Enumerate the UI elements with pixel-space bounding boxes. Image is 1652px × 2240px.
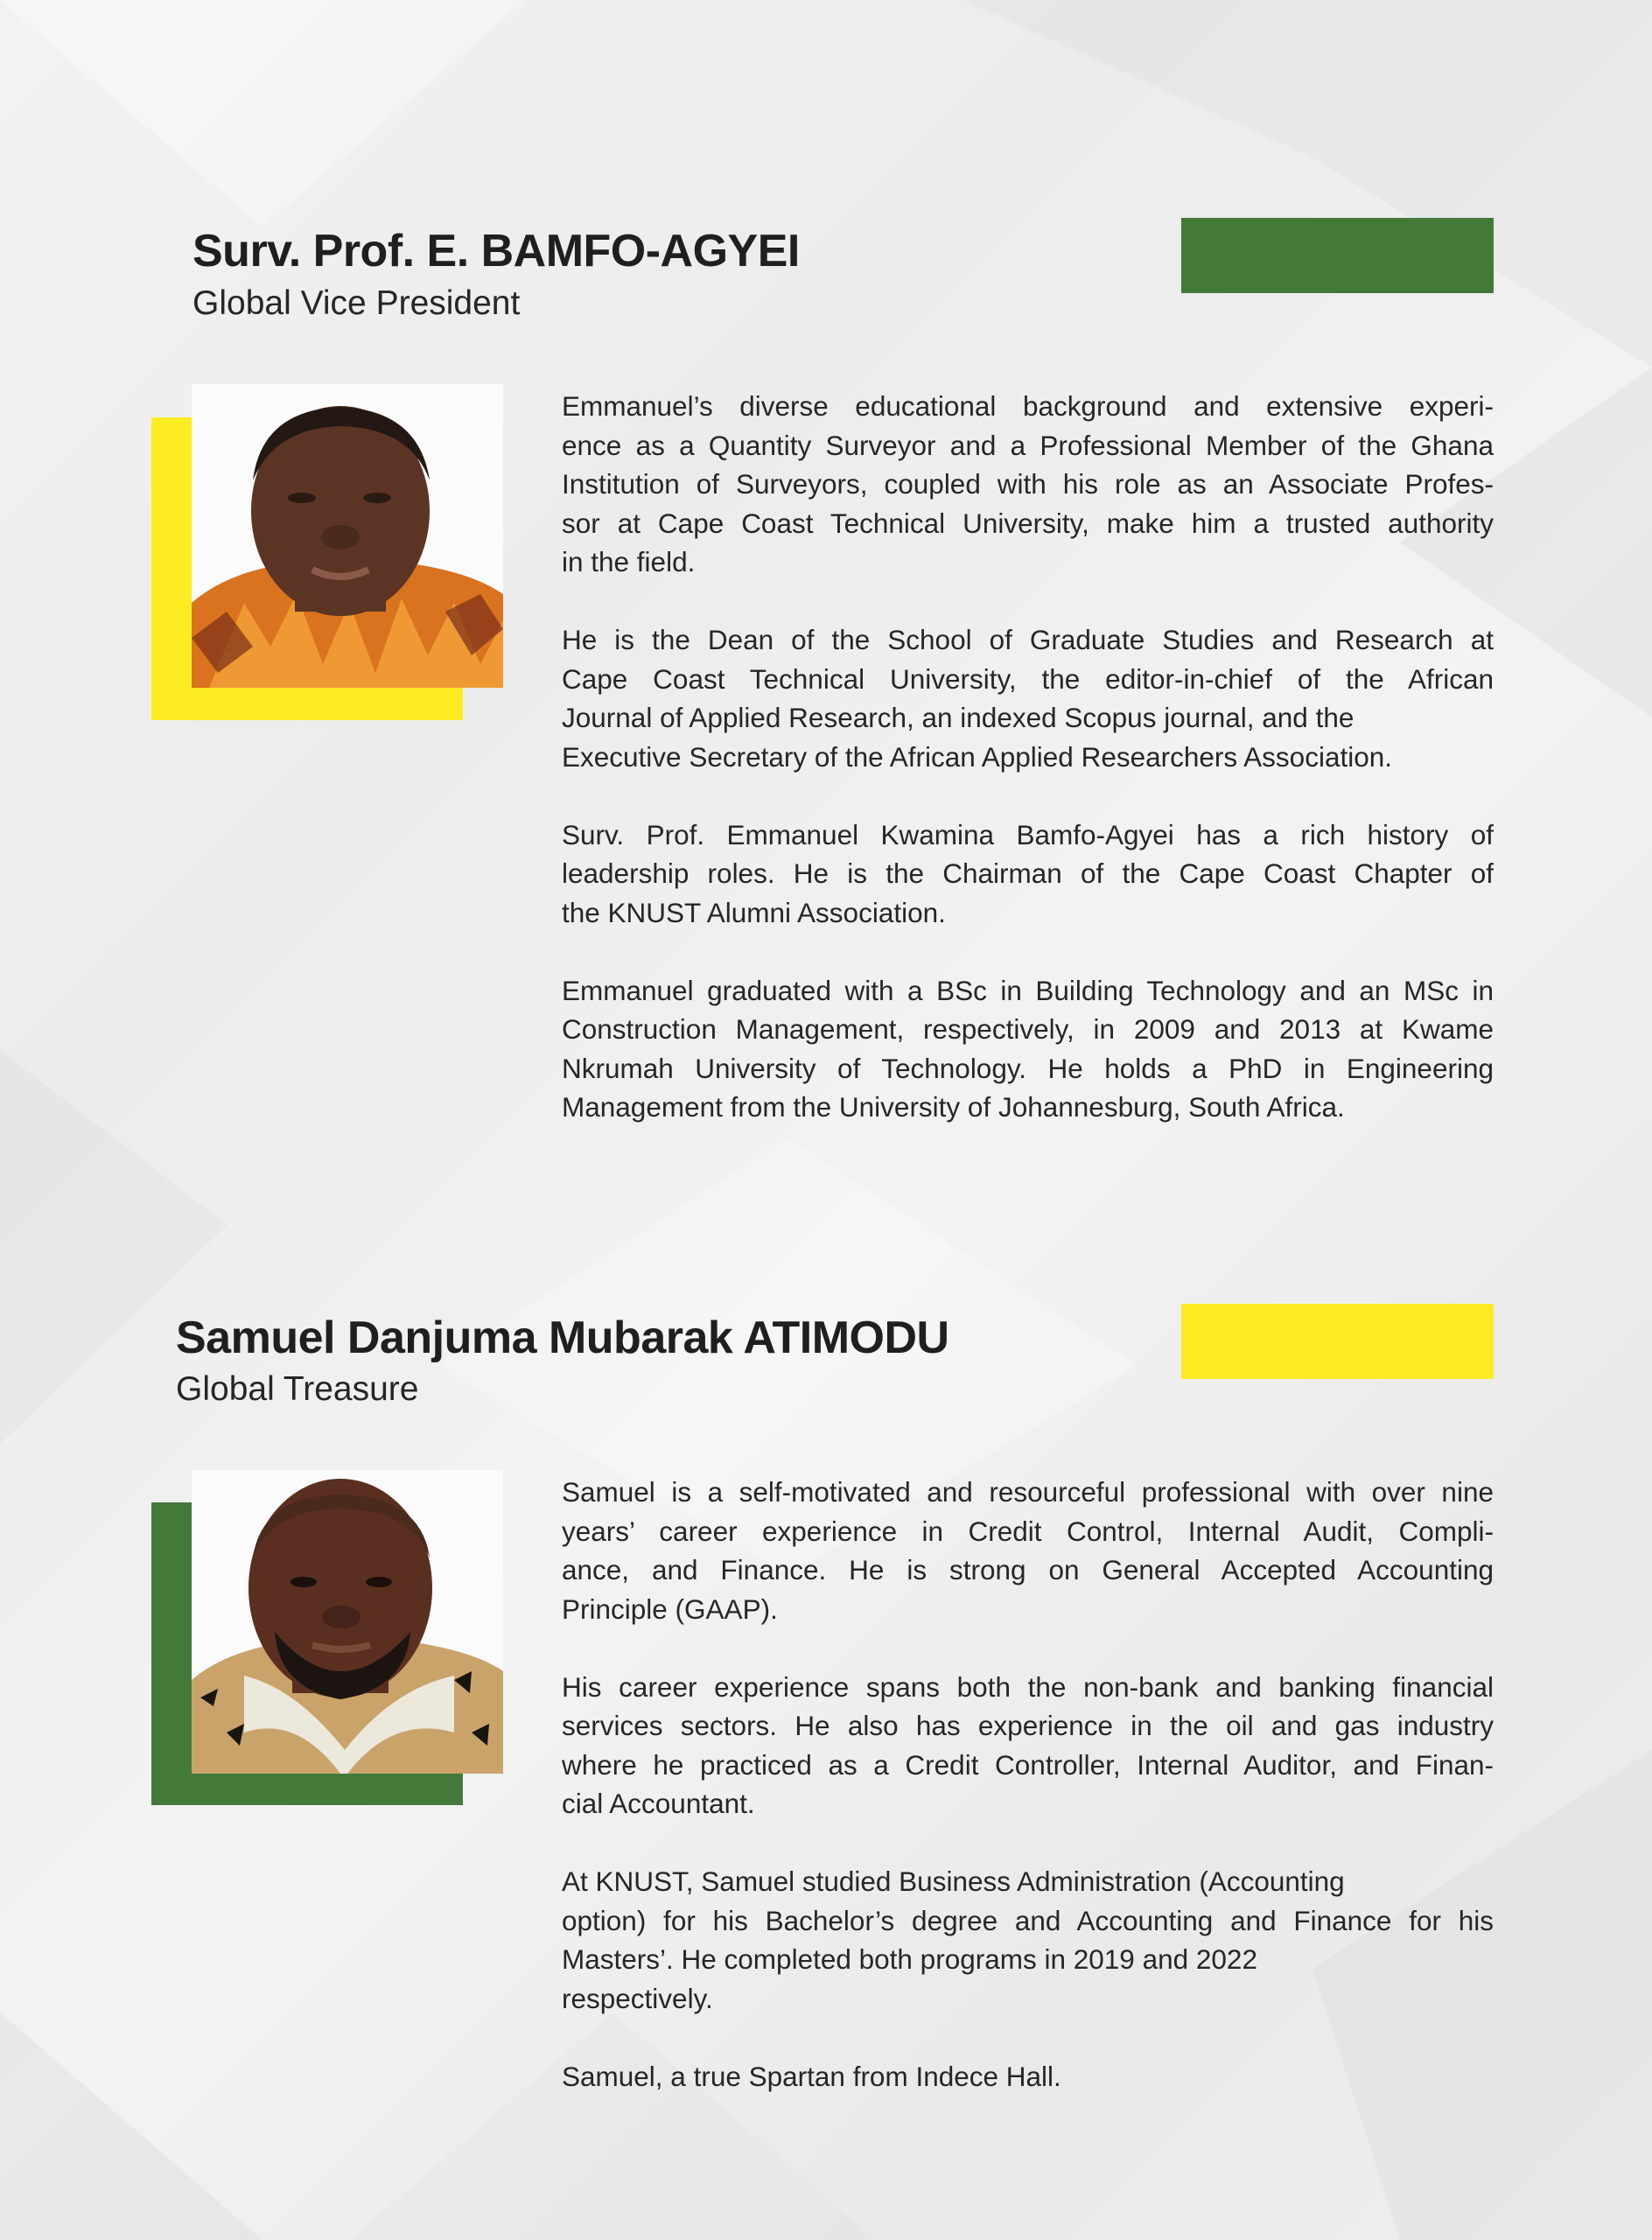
bio-line: respectively. (562, 1982, 713, 2014)
bio-line: Samuel, a true Spartan from Indece Hall. (562, 2060, 1061, 2092)
yellow-accent-bar (1181, 1304, 1494, 1379)
profile-role: Global Vice President (192, 284, 521, 322)
bio-line: He is the Dean of the School of Graduate Studies and Research at (562, 624, 1494, 655)
bio-line: Principle (GAAP). (562, 1592, 778, 1625)
green-accent-bar (1181, 218, 1494, 293)
bio-paragraph (562, 2057, 1494, 2096)
bio-line: option) for his Bachelor’s degree and Accounting and Finance for his (562, 1904, 1494, 1936)
bio-line: His career experience spans both the non-bank and banking financial (562, 1670, 1494, 1703)
bio-line: cial Accountant. (562, 1788, 755, 1819)
profile-photo (192, 1470, 503, 1774)
profile-bio (562, 387, 1494, 1166)
bio-paragraph (562, 816, 1494, 933)
profile-name: Surv. Prof. E. BAMFO-AGYEI (192, 226, 800, 276)
bio-line: Management from the University of Johannesburg, South Africa. (562, 1091, 1345, 1123)
bio-line: Emmanuel’s diverse educational background and extensive experi- (562, 390, 1494, 422)
bio-line: Masters’. He completed both programs in 2019 and 2022 (562, 1943, 1257, 1975)
portrait-image (192, 384, 503, 688)
bio-line: Construction Management, respectively, in 2009 and 2013 at Kwame (562, 1013, 1494, 1045)
bio-line: where he practiced as a Credit Controller, Internal Auditor, and Finan- (562, 1748, 1494, 1781)
bio-paragraph (562, 1862, 1494, 2018)
bio-line: At KNUST, Samuel studied Business Administration (Accounting (562, 1866, 1345, 1897)
bio-line: ence as a Quantity Surveyor and a Professional Member of the Ghana (562, 429, 1494, 461)
bio-line: Emmanuel graduated with a BSc in Building Technology and an MSc in (562, 974, 1494, 1006)
bio-paragraph (562, 387, 1494, 582)
bio-line: Samuel is a self-motivated and resourceful professional with over nine (562, 1476, 1494, 1508)
bio-line: Journal of Applied Research, an indexed Scopus journal, and the (562, 702, 1354, 733)
bio-line: ance, and Finance. He is strong on General Accepted Accounting (562, 1554, 1494, 1586)
bio-line: Cape Coast Technical University, the editor-in-chief of the African (562, 662, 1494, 695)
bio-paragraph (562, 620, 1494, 776)
profile-role: Global Treasure (176, 1370, 419, 1408)
bio-line: sor at Cape Coast Technical University, make him a trusted authority (562, 507, 1494, 539)
bio-paragraph (562, 1668, 1494, 1824)
bio-line: in the field. (562, 546, 696, 578)
bio-line: Institution of Surveyors, coupled with his role as an Associate Profes- (562, 468, 1494, 500)
bio-line: services sectors. He also has experience in the oil and gas industry (562, 1710, 1494, 1741)
profile-photo (192, 384, 503, 688)
bio-line: Surv. Prof. Emmanuel Kwamina Bamfo-Agyei has a rich history of (562, 818, 1494, 850)
bio-line: Nkrumah University of Technology. He holds a PhD in Engineering (562, 1052, 1494, 1084)
profile-bio (562, 1473, 1494, 2135)
bio-line: the KNUST Alumni Association. (562, 896, 946, 928)
profile-name: Samuel Danjuma Mubarak ATIMODU (176, 1312, 949, 1363)
bio-line: years’ career experience in Credit Control, Internal Audit, Compli- (562, 1515, 1494, 1547)
bio-paragraph (562, 971, 1494, 1127)
portrait-image (192, 1470, 503, 1774)
bio-paragraph (562, 1473, 1494, 1628)
bio-line: leadership roles. He is the Chairman of the Cape Coast Chapter of (562, 858, 1494, 889)
bio-line: Executive Secretary of the African Applied Researchers Association. (562, 740, 1392, 773)
